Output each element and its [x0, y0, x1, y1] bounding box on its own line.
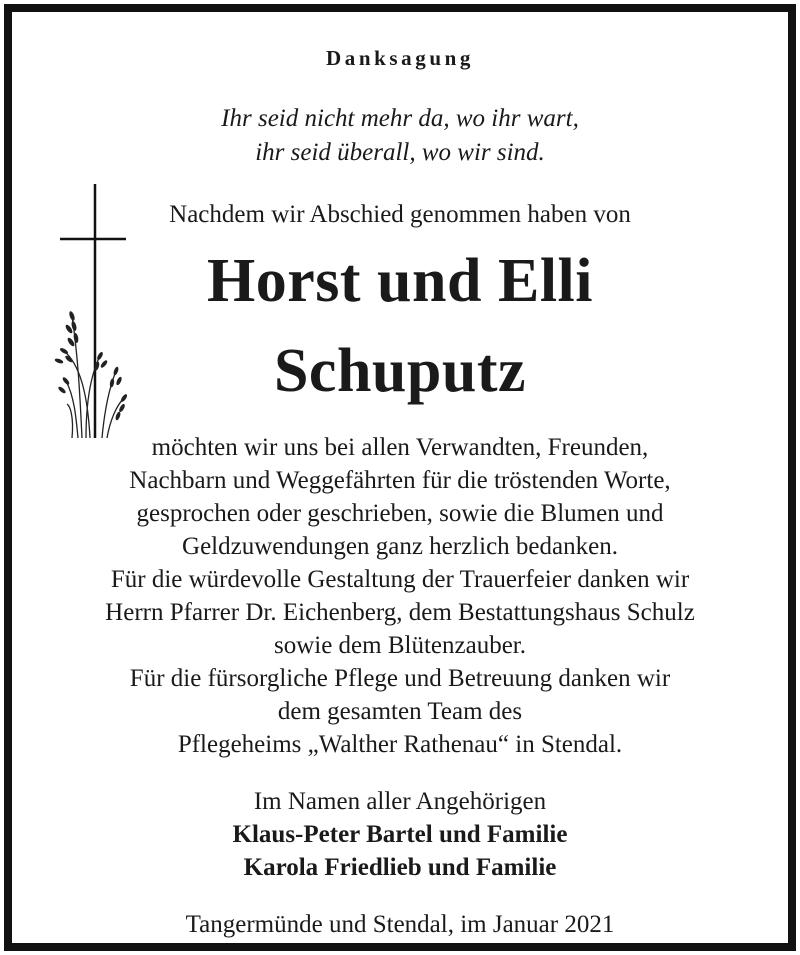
- body-line-5: Für die würdevolle Gestaltung der Trauerfeier danken wir: [110, 566, 690, 593]
- deceased-names: Horst und Elli: [207, 247, 593, 315]
- place-date-line: Tangermünde und Stendal, im Januar 2021: [185, 911, 615, 938]
- motto-line-1: Ihr seid nicht mehr da, wo ihr wart,: [221, 105, 579, 132]
- signer-1: Klaus-Peter Bartel und Familie: [232, 821, 568, 848]
- body-line-10: Pflegeheims „Walther Rathenau“ in Stendal.: [177, 731, 623, 758]
- body-line-3: gesprochen oder geschrieben, sowie die Blumen und: [136, 500, 664, 527]
- body-line-4: Geldzuwendungen ganz herzlich bedanken.: [182, 533, 618, 560]
- intro-line: Nachdem wir Abschied genommen haben von: [169, 201, 631, 228]
- obituary-notice-frame: [4, 4, 796, 951]
- motto-line-2: ihr seid überall, wo wir sind.: [255, 139, 545, 166]
- body-line-6: Herrn Pfarrer Dr. Eichenberg, dem Bestattungshaus Schulz: [105, 599, 695, 626]
- body-line-7: sowie dem Blütenzauber.: [273, 632, 526, 659]
- body-line-8: Für die fürsorgliche Pflege und Betreuung danken wir: [129, 665, 671, 692]
- signer-2: Karola Friedlieb und Familie: [243, 854, 557, 881]
- notice-heading: Danksagung: [325, 46, 475, 70]
- body-line-9: dem gesamten Team des: [277, 698, 523, 725]
- body-line-1: möchten wir uns bei allen Verwandten, Freunden,: [151, 434, 649, 461]
- deceased-surname: Schuputz: [273, 337, 527, 405]
- body-line-2: Nachbarn und Weggefährten für die tröstenden Worte,: [129, 467, 671, 494]
- closing-line: Im Namen aller Angehörigen: [253, 788, 547, 815]
